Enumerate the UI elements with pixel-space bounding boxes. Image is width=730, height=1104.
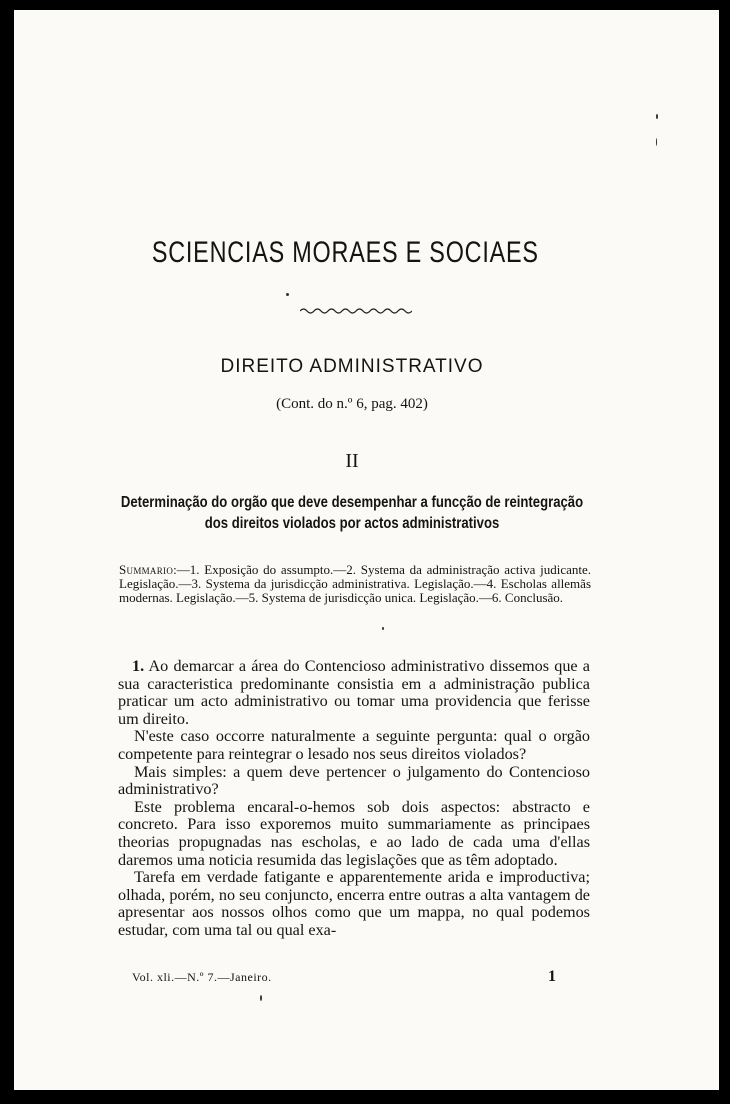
footer-volume: Vol. xli.—N.º 7.—Janeiro. xyxy=(132,970,272,984)
paragraph-5: Tarefa em verdade fatigante e apparentemente arida e improductiva; olhada, porém, no seu conjuncto, encerra entre outras a alta vantagem de apresentar aos nossos olhos como que um mappa, no qual podemos estudar, com uma tal ou qual exa- xyxy=(118,868,590,939)
article-title: DIREITO ADMINISTRATIVO xyxy=(220,356,484,377)
paper-speck xyxy=(382,627,384,630)
subheading xyxy=(75,492,629,534)
subheading-line-2: dos direitos violados por actos administrativos xyxy=(204,515,500,532)
paper-speck xyxy=(656,114,658,119)
subheading-line-1: Determinação do orgão que deve desempenhar a funcção de reintegração xyxy=(120,494,584,511)
wavy-divider xyxy=(300,306,412,316)
paper-speck xyxy=(286,293,289,296)
paragraph-2: N'este caso occorre naturalmente a seguinte pergunta: qual o orgão competente para reintegrar o lesado nos seus direitos violados? xyxy=(118,727,590,763)
footer-page-number: 1 xyxy=(548,968,556,985)
paragraph-1-text: Ao demarcar a área do Contencioso administrativo dissemos que a sua caracteristica predominante consistia em a administração publica praticar um acto administrativo ou tomar uma providencia que ferisse um direito. xyxy=(118,657,590,728)
paragraph-4: Este problema encaral-o-hemos sob dois aspectos: abstracto e concreto. Para isso exporemos muito summariamente as principaes theorias propugnadas nas escholas, e ao lado de cada uma d'ellas daremos uma noticia resumida das legislações que as têm adoptado. xyxy=(118,797,590,869)
section-title: SCIENCIAS MORAES E SOCIAES xyxy=(151,236,539,269)
paragraph-number: 1. xyxy=(132,657,145,675)
summary-text: :—1. Exposição do assumpto.—2. Systema da administração activa judicante. Legislação.—3. Systema da jurisdicção administrativa. Legislação.—4. Escholas allemãs modernas. Legislação.—5. Systema de jurisdicção unica. Legislação.—6. Conclusão. xyxy=(119,562,591,605)
paragraph-1 xyxy=(118,658,590,728)
document-page xyxy=(14,10,719,1090)
body-text xyxy=(118,658,590,940)
continuation-note: (Cont. do n.º 6, pag. 402) xyxy=(276,396,428,412)
paper-speck xyxy=(656,138,657,146)
part-number: II xyxy=(345,450,359,472)
summary xyxy=(119,563,591,605)
summary-label: Summario xyxy=(119,562,174,577)
paragraph-3: Mais simples: a quem deve pertencer o julgamento do Contencioso administrativo? xyxy=(118,762,590,799)
paper-speck xyxy=(260,995,262,1001)
